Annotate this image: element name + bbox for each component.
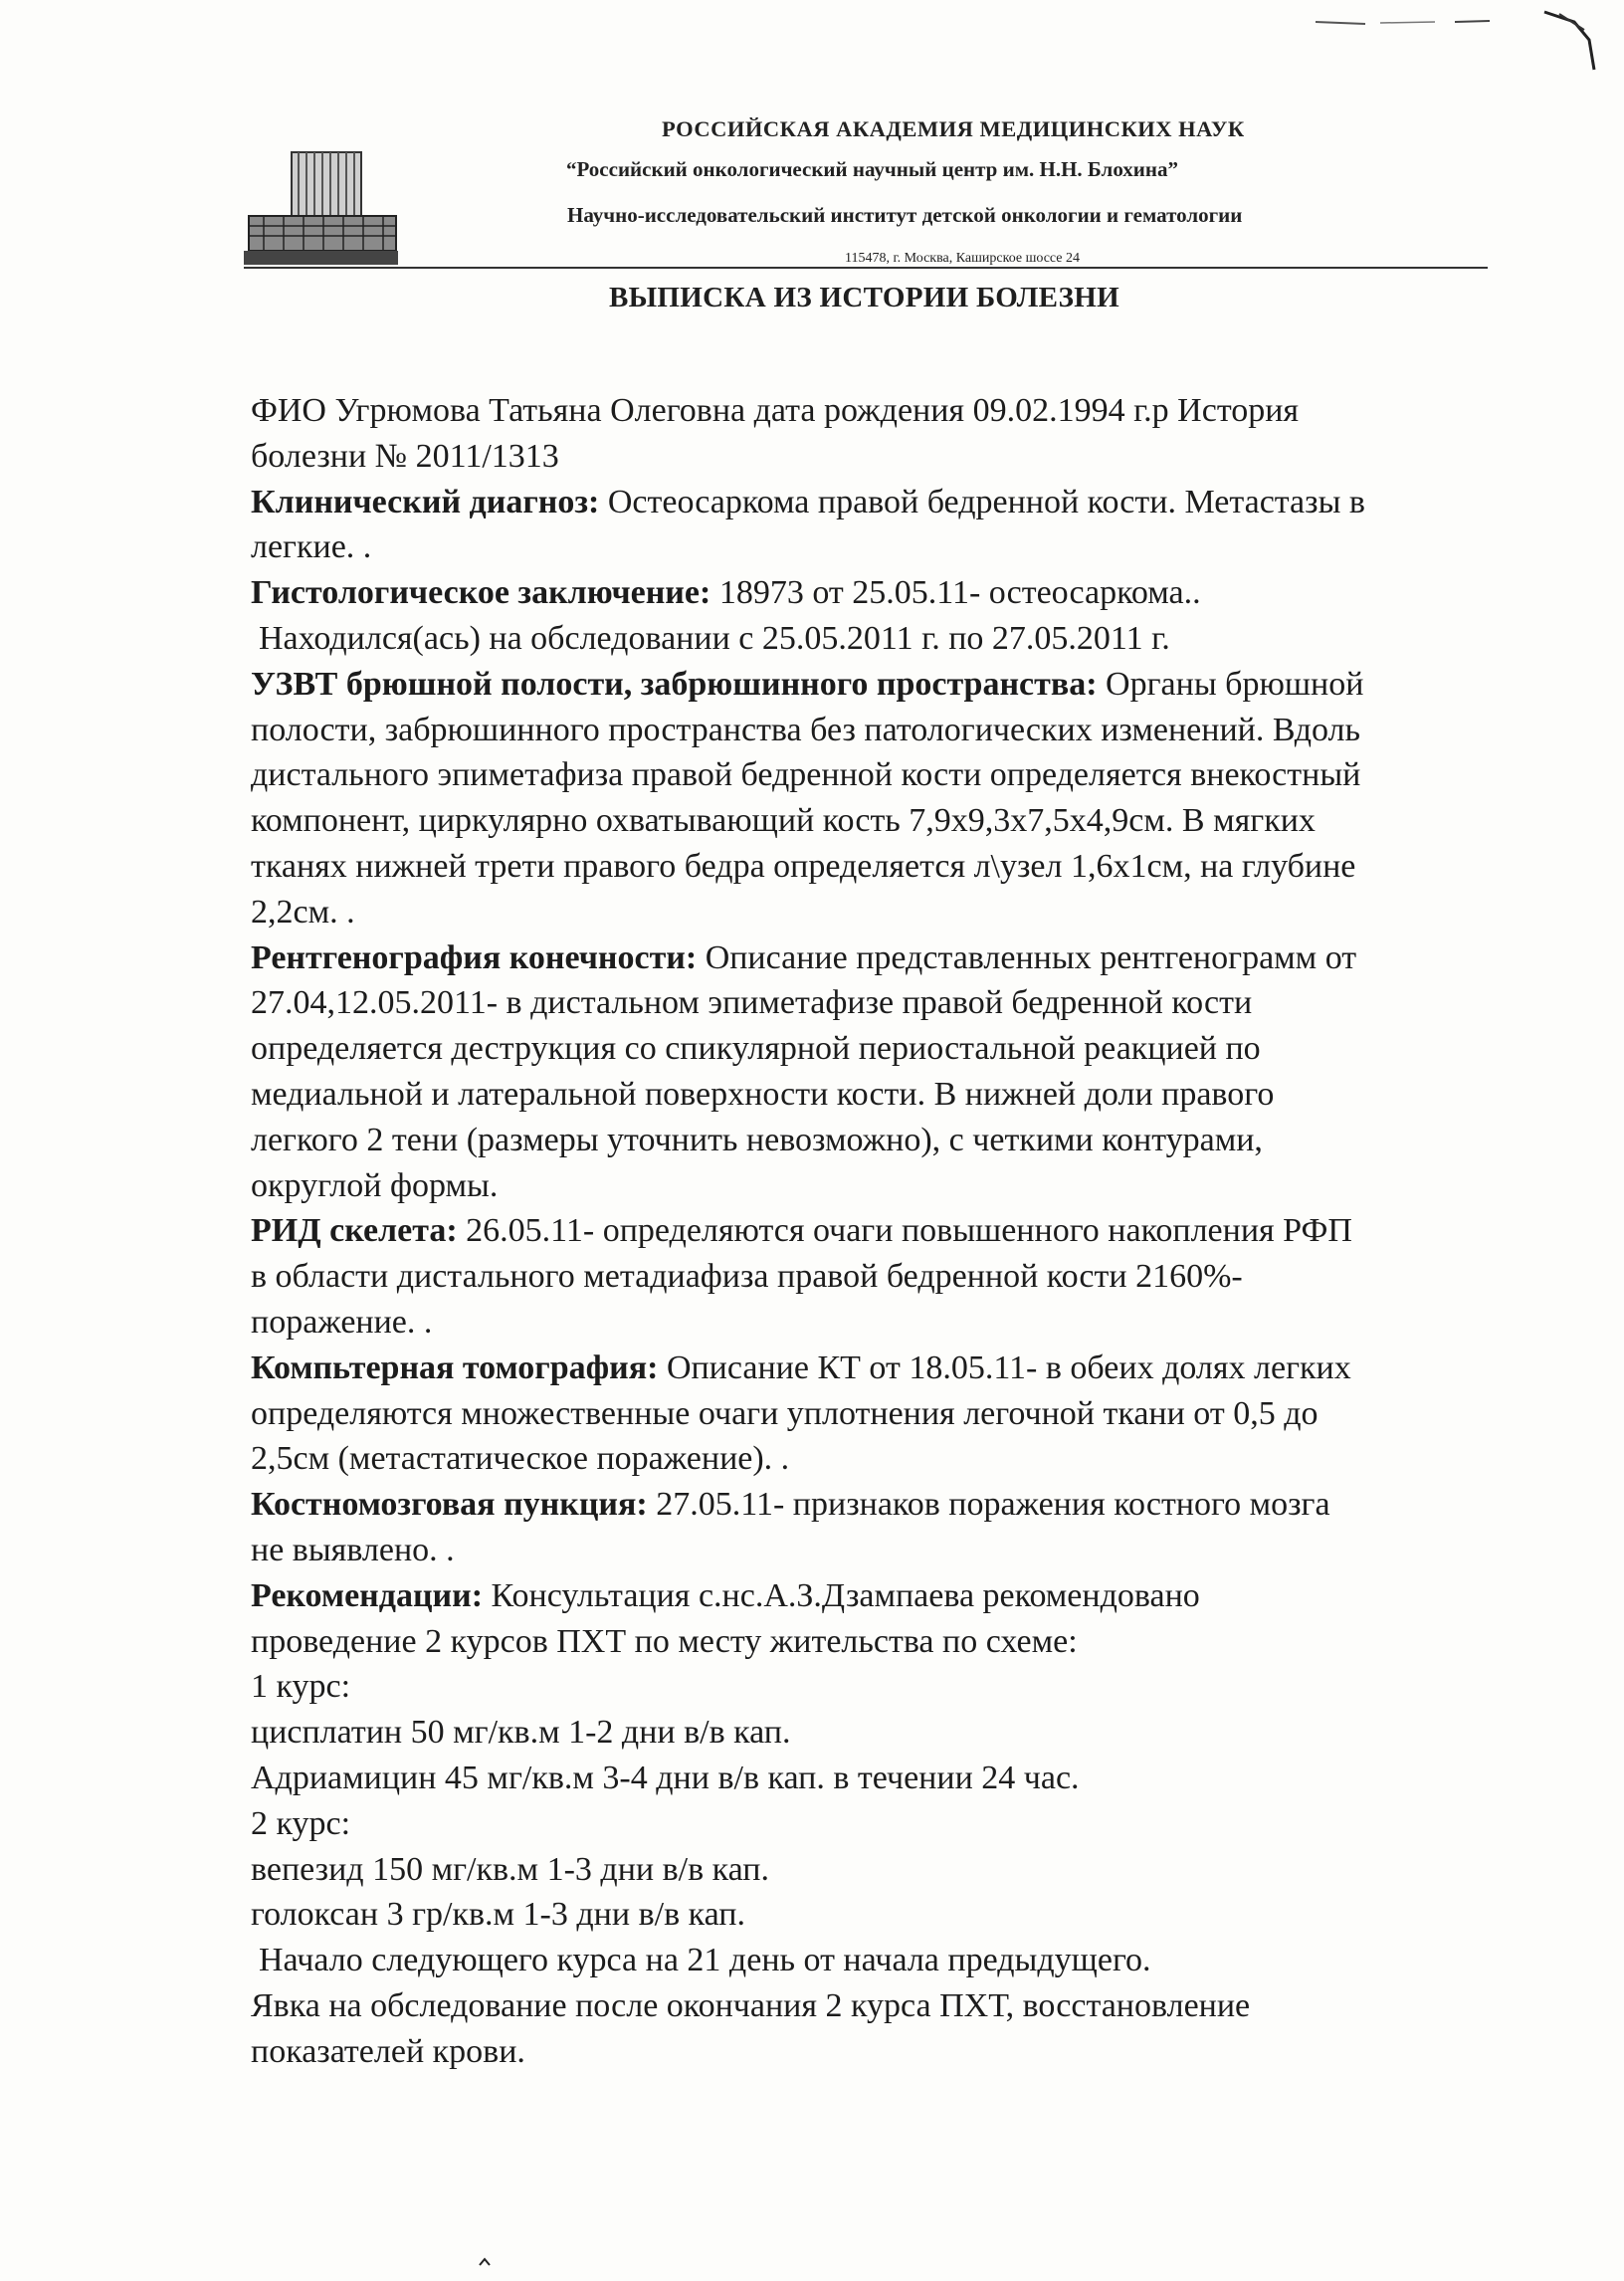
section-label: Гистологическое заключение: bbox=[251, 574, 711, 612]
section-label: Компьтерная томография: bbox=[251, 1348, 659, 1386]
section-label: Костномозговая пункция: bbox=[251, 1486, 648, 1524]
course-2-title: 2 курс: bbox=[251, 1804, 351, 1842]
ultrasound-line-4: компонент, циркулярно охватывающий кость 7,9х9,3х7,5х4,9см. В мягких bbox=[251, 802, 1316, 840]
course-1-drug-1: цисплатин 50 мг/кв.м 1-2 дни в/в кап. bbox=[251, 1714, 791, 1752]
course-1-title: 1 курс: bbox=[251, 1668, 351, 1706]
letterhead bbox=[244, 100, 1498, 299]
section-label: Клинический диагноз: bbox=[251, 483, 600, 520]
section-text: Органы брюшной bbox=[1097, 665, 1364, 703]
xray-line-3: определяется деструкция со спикулярной периостальной реакцией по bbox=[251, 1030, 1261, 1068]
institute-address: 115478, г. Москва, Каширское шоссе 24 bbox=[845, 251, 1081, 266]
section-text: Описание представленных рентгенограмм от bbox=[697, 938, 1357, 976]
ct-line-2: определяются множественные очаги уплотнения легочной ткани от 0,5 до bbox=[251, 1394, 1319, 1432]
ct-scan bbox=[251, 1346, 1539, 1391]
section-text: 18973 от 25.05.11- остеосаркома.. bbox=[710, 574, 1201, 612]
document-title: ВЫПИСКА ИЗ ИСТОРИИ БОЛЕЗНИ bbox=[609, 282, 1119, 313]
bone-scan-line-3: поражение. . bbox=[251, 1303, 433, 1341]
bone-scan bbox=[251, 1208, 1539, 1254]
stay-period: Находился(ась) на обследовании с 25.05.2011 г. по 27.05.2011 г. bbox=[259, 619, 1170, 657]
header-divider bbox=[244, 267, 1488, 269]
xray bbox=[251, 935, 1539, 981]
section-text: 26.05.11- определяются очаги повышенного накопления РФП bbox=[457, 1212, 1352, 1250]
course-1-drug-2: Адриамицин 45 мг/кв.м 3-4 дни в/в кап. в течении 24 час. bbox=[251, 1759, 1080, 1796]
academy-name: РОССИЙСКАЯ АКАДЕМИЯ МЕДИЦИНСКИХ НАУК bbox=[662, 116, 1245, 141]
bone-marrow-puncture bbox=[251, 1482, 1539, 1528]
marrow-line-2: не выявлено. . bbox=[251, 1531, 455, 1568]
section-text: Описание КТ от 18.05.11- в обеих долях легких bbox=[658, 1348, 1351, 1386]
bone-scan-line-2: в области дистального метадиафиза правой бедренной кости 2160%- bbox=[251, 1258, 1243, 1296]
section-label: РИД скелета: bbox=[251, 1212, 458, 1250]
histology bbox=[251, 570, 1539, 616]
followup-line-2: показателей крови. bbox=[251, 2032, 525, 2070]
course-2-drug-2: голоксан 3 гр/кв.м 1-3 дни в/в кап. bbox=[251, 1896, 745, 1934]
followup-line-1: Явка на обследование после окончания 2 курса ПХТ, восстановление bbox=[251, 1986, 1251, 2024]
scan-corner-marks bbox=[1306, 10, 1604, 80]
xray-line-2: 27.04,12.05.2011- в дистальном эпиметафизе правой бедренной кости bbox=[251, 984, 1253, 1022]
section-text: Остеосаркома правой бедренной кости. Метастазы в bbox=[599, 483, 1365, 520]
xray-line-4: медиальной и латеральной поверхности кости. В нижней доли правого bbox=[251, 1075, 1275, 1113]
ct-line-3: 2,5см (метастатическое поражение). . bbox=[251, 1440, 790, 1478]
section-label: Рентгенография конечности: bbox=[251, 938, 698, 976]
xray-line-5: легкого 2 тени (размеры уточнить невозможно), с четкими контурами, bbox=[251, 1121, 1263, 1158]
section-text: Консультация с.нс.А.З.Дзампаева рекомендовано bbox=[483, 1576, 1200, 1614]
institute-building-logo bbox=[244, 144, 398, 269]
section-label: УЗВТ брюшной полости, забрюшинного пространства: bbox=[251, 665, 1098, 703]
ultrasound-line-3: дистального эпиметафиза правой бедренной кости определяется внекостный bbox=[251, 756, 1361, 794]
clinical-diagnosis-cont: легкие. . bbox=[251, 528, 372, 566]
document-body bbox=[251, 388, 1539, 2074]
section-label: Рекомендации: bbox=[251, 1576, 484, 1614]
recommendations-line-2: проведение 2 курсов ПХТ по месту жительства по схеме: bbox=[251, 1622, 1078, 1660]
clinical-diagnosis bbox=[251, 480, 1539, 525]
institute-name: Научно-исследовательский институт детской онкологии и гематологии bbox=[567, 203, 1243, 227]
next-course-note: Начало следующего курса на 21 день от начала предыдущего. bbox=[259, 1942, 1151, 1979]
ultrasound-line-5: тканях нижней трети правого бедра определяется л\узел 1,6х1см, на глубине bbox=[251, 847, 1356, 885]
recommendations bbox=[251, 1573, 1539, 1619]
patient-line-2: болезни № 2011/1313 bbox=[251, 437, 559, 475]
patient-line-1: ФИО Угрюмова Татьяна Олеговна дата рождения 09.02.1994 г.р История bbox=[251, 392, 1300, 429]
scan-speck bbox=[478, 2257, 492, 2267]
xray-line-6: округлой формы. bbox=[251, 1166, 499, 1204]
ultrasound-line-6: 2,2см. . bbox=[251, 893, 355, 931]
ultrasound-line-2: полости, забрюшинного пространства без патологических изменений. Вдоль bbox=[251, 711, 1361, 748]
section-text: 27.05.11- признаков поражения костного мозга bbox=[647, 1486, 1330, 1524]
center-name: “Российский онкологический научный центр им. Н.Н. Блохина” bbox=[566, 157, 1178, 181]
course-2-drug-1: вепезид 150 мг/кв.м 1-3 дни в/в кап. bbox=[251, 1850, 769, 1888]
ultrasound bbox=[251, 662, 1539, 708]
